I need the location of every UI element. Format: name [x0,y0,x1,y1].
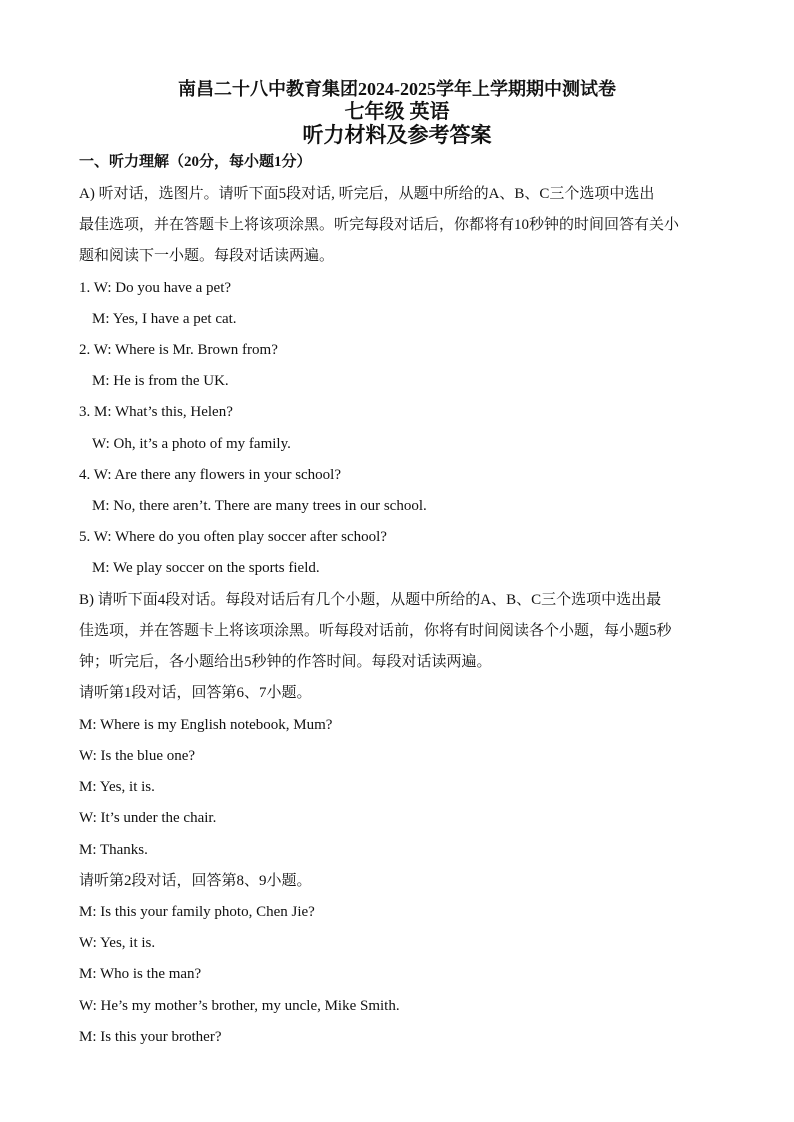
dialogue-intro: 请听第1段对话，回答第6、7小题。 [79,685,312,701]
part-b-instruction-line: B) 请听下面4段对话。每段对话后有几个小题，从题中所给的A、B、C三个选项中选出最 [79,592,662,608]
dialogue-line: M: Yes, it is. [79,779,155,795]
section-heading: 一、听力理解（20分，每小题1分） [79,154,312,170]
dialogue-answer: M: We play soccer on the sports field. [92,560,320,576]
dialogue-question: 5. W: Where do you often play soccer after school? [79,529,387,545]
grade-subject-title: 七年级 英语 [344,101,450,123]
dialogue-question: 2. W: Where is Mr. Brown from? [79,342,278,358]
materials-title: 听力材料及参考答案 [302,123,492,147]
part-b-instruction-line: 钟；听完后，各小题给出5秒钟的作答时间。每段对话读两遍。 [79,654,492,670]
dialogue-question: 3. M: What’s this, Helen? [79,404,233,420]
dialogue-line: W: Is the blue one? [79,748,196,764]
dialogue-question: 4. W: Are there any flowers in your school? [79,467,342,483]
dialogue-answer: W: Oh, it’s a photo of my family. [92,436,291,452]
part-a-instruction-line: 题和阅读下一小题。每段对话读两遍。 [79,248,335,264]
dialogue-line: M: Thanks. [79,842,148,858]
dialogue-line: W: He’s my mother’s brother, my uncle, Mike Smith. [79,998,400,1014]
dialogue-line: M: Is this your brother? [79,1029,222,1045]
part-a-instruction-line: 最佳选项，并在答题卡上将该项涂黑。听完每段对话后，你都将有10秒钟的时间回答有关小 [79,217,680,233]
part-b-instruction-line: 佳选项，并在答题卡上将该项涂黑。听每段对话前，你将有时间阅读各个小题，每小题5秒 [79,623,672,639]
exam-title: 南昌二十八中教育集团2024-2025学年上学期期中测试卷 [178,79,616,99]
dialogue-line: M: Is this your family photo, Chen Jie? [79,904,315,920]
dialogue-line: M: Where is my English notebook, Mum? [79,717,333,733]
dialogue-intro: 请听第2段对话，回答第8、9小题。 [79,873,312,889]
dialogue-question: 1. W: Do you have a pet? [79,280,232,296]
dialogue-answer: M: No, there aren’t. There are many trees in our school. [92,498,427,514]
dialogue-line: M: Who is the man? [79,966,202,982]
dialogue-answer: M: He is from the UK. [92,373,229,389]
dialogue-line: W: It’s under the chair. [79,810,217,826]
part-a-instruction-line: A) 听对话，选图片。请听下面5段对话, 听完后，从题中所给的A、B、C三个选项中选出 [79,186,655,202]
dialogue-answer: M: Yes, I have a pet cat. [92,311,237,327]
dialogue-line: W: Yes, it is. [79,935,156,951]
